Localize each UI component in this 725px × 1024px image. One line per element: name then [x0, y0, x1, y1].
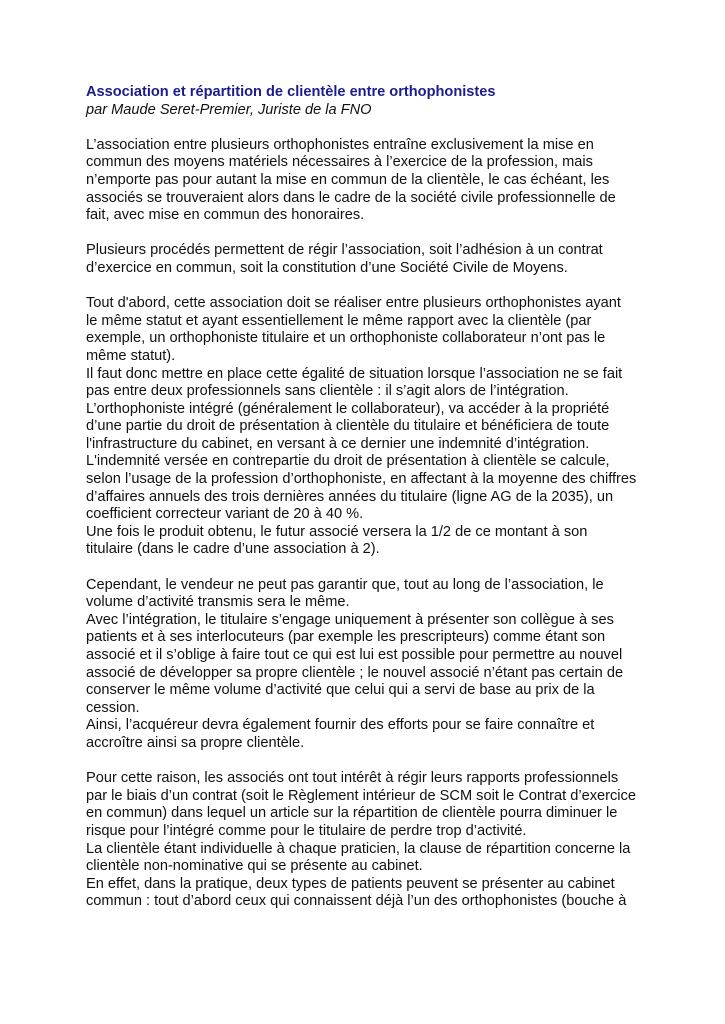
text-line: Il faut donc mettre en place cette égalité de situation lorsque l’association ne se fait — [86, 365, 623, 382]
text-line: clientèle non-nominative qui se présente au cabinet. — [86, 858, 423, 875]
text-line: La clientèle étant individuelle à chaque praticien, la clause de répartition concerne la — [86, 840, 631, 857]
text-line: patients et à ses interlocuteurs (par exemple les prescripteurs) comme étant son — [86, 629, 606, 646]
text-line: conserver le même volume d’activité que celui qui a servi de base au prix de la — [86, 682, 595, 699]
text-line: pas entre deux professionnels sans clientèle : il s’agit alors de l’intégration. — [86, 383, 569, 400]
text-line: L’association entre plusieurs orthophonistes entraîne exclusivement la mise en — [86, 136, 594, 153]
text-line: d’une partie du droit de présentation à clientèle du titulaire et bénéficiera de toute — [86, 418, 610, 435]
text-line: l'infrastructure du cabinet, en versant à ce dernier une indemnité d’intégration. — [86, 435, 590, 452]
text-line: cession. — [86, 699, 140, 716]
document-page — [86, 84, 646, 929]
text-line: coefficient correcteur variant de 20 à 40 %. — [86, 506, 364, 523]
text-line: accroître ainsi sa propre clientèle. — [86, 734, 305, 751]
text-line: Plusieurs procédés permettent de régir l’association, soit l’adhésion à un contrat — [86, 242, 603, 259]
text-line: titulaire (dans le cadre d’une association à 2). — [86, 541, 380, 558]
text-line: Avec l’intégration, le titulaire s’engage uniquement à présenter son collègue à ses — [86, 611, 614, 628]
text-line: n’emporte pas pour autant la mise en commun de la clientèle, le cas échéant, les — [86, 171, 610, 188]
text-line: d’affaires annuels des trois dernières années du titulaire (ligne AG de la 2035), un — [86, 488, 614, 505]
text-line: le même statut et ayant essentiellement le même rapport avec la clientèle (par — [86, 312, 592, 329]
text-line: Tout d'abord, cette association doit se réaliser entre plusieurs orthophonistes ayant — [86, 295, 621, 312]
text-line: associés se trouveraient alors dans le cadre de la société civile professionnelle de — [86, 189, 616, 206]
text-line: d’exercice en commun, soit la constitution d’une Société Civile de Moyens. — [86, 259, 568, 276]
text-line: En effet, dans la pratique, deux types de patients peuvent se présenter au cabinet — [86, 875, 615, 892]
text-line: commun : tout d’abord ceux qui connaissent déjà l’un des orthophonistes (bouche à — [86, 893, 627, 910]
text-line: associé et il s’oblige à faire tout ce qui est lui est possible pour permettre au nouvel — [86, 647, 623, 663]
text-line: fait, avec mise en commun des honoraires. — [86, 207, 365, 224]
text-line: risque pour l’intégré comme pour le titulaire de perdre trop d’activité. — [86, 822, 527, 839]
document-byline: par Maude Seret-Premier, Juriste de la FNO — [86, 101, 372, 118]
paragraph-4 — [86, 577, 646, 753]
text-line: même statut). — [86, 347, 176, 364]
text-line: exemple, un orthophoniste titulaire et un orthophoniste collaborateur n’ont pas le — [86, 330, 606, 347]
text-line: Cependant, le vendeur ne peut pas garantir que, tout au long de l’association, le — [86, 576, 604, 593]
paragraph-3 — [86, 295, 646, 559]
text-line: Une fois le produit obtenu, le futur associé versera la 1/2 de ce montant à son — [86, 523, 588, 540]
text-line: volume d’activité transmis sera le même. — [86, 594, 350, 611]
text-line: L’orthophoniste intégré (généralement le collaborateur), va accéder à la propriété — [86, 400, 610, 417]
paragraph-2 — [86, 242, 646, 277]
text-line: L'indemnité versée en contrepartie du droit de présentation à clientèle se calcule, — [86, 453, 610, 470]
text-line: en commun) dans lequel un article sur la répartition de clientèle pourra diminuer le — [86, 805, 618, 822]
text-line: selon l’usage de la profession d’orthophoniste, en affectant à la moyenne des chiffres — [86, 471, 637, 488]
text-line: Pour cette raison, les associés ont tout intérêt à régir leurs rapports professionnels — [86, 770, 619, 787]
text-line: par le biais d’un contrat (soit le Règlement intérieur de SCM soit le Contrat d’exercice — [86, 787, 636, 804]
text-line: commun des moyens matériels nécessaires à l’exercice de la profession, mais — [86, 154, 593, 171]
paragraph-1 — [86, 137, 646, 225]
document-title: Association et répartition de clientèle entre orthophonistes — [86, 84, 496, 100]
paragraph-5 — [86, 770, 646, 911]
text-line: associé de développer sa propre clientèle ; le nouvel associé n’étant pas certain de — [86, 664, 624, 681]
text-line: Ainsi, l’acquéreur devra également fournir des efforts pour se faire connaître et — [86, 717, 595, 734]
